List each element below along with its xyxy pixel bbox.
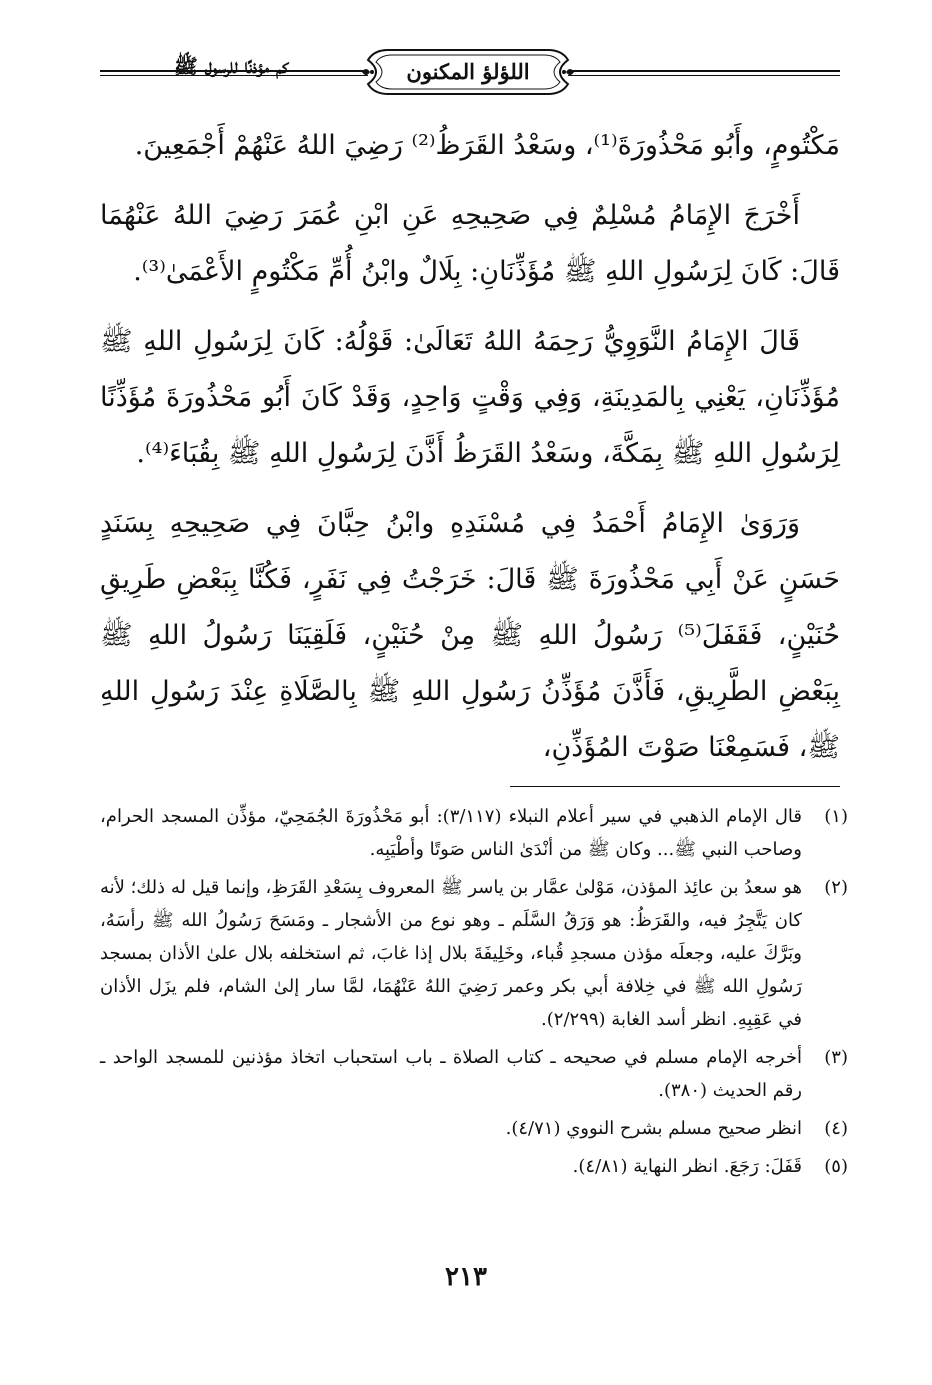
footnote <box>100 800 848 866</box>
footnote-separator <box>510 786 840 787</box>
paragraph: وَرَوَىٰ الإِمَامُ أَحْمَدُ فِي مُسْنَدِهِ وابْنُ حِبَّانَ فِي صَحِيحِهِ بِسَنَدٍ حَسَنٍ عَنْ أَبِي مَحْذُورَةَ ﷺ قَالَ: خَرَجْتُ فِي نَفَرٍ، فَكُنَّا بِبَعْضِ طَرِيقِ حُنَيْنٍ، فَقَفَلَ⁽⁵⁾ رَسُولُ اللهِ ﷺ مِنْ حُنَيْنٍ، فَلَقِيَنَا رَسُولُ اللهِ ﷺ بِبَعْضِ الطَّرِيقِ، فَأَذَّنَ مُؤَذِّنُ رَسُولِ اللهِ ﷺ بِالصَّلَاةِ عِنْدَ رَسُولِ اللهِ ﷺ، فَسَمِعْنَا صَوْتَ المُؤَذِّنِ، <box>100 508 841 763</box>
footnote-number: (٣) <box>824 1047 848 1068</box>
footnote-number: (١) <box>824 806 848 827</box>
footnote <box>100 871 848 1036</box>
main-text <box>100 118 840 776</box>
footnotes <box>100 800 848 1183</box>
footnote-text: قال الإمام الذهبي في سير أعلام النبلاء (٣/١١٧): أبو مَحْذُورَةَ الجُمَحِيّ، مؤذِّن المسجد الحرام، وصاحب النبي ﷺ... وكان ﷺ من أنْدَىٰ الناس صَوتًا وأطْيَبِه. <box>100 806 802 860</box>
paragraph: أَخْرَجَ الإِمَامُ مُسْلِمٌ فِي صَحِيحِهِ عَنِ ابْنِ عُمَرَ رَضِيَ اللهُ عَنْهُمَا قَالَ: كَانَ لِرَسُولِ اللهِ ﷺ مُؤَذِّنَانِ: بِلَالٌ وابْنُ أُمِّ مَكْتُومٍ الأَعْمَىٰ⁽³⁾. <box>100 200 840 287</box>
page-number: ٢١٣ <box>445 1262 487 1292</box>
footnote <box>100 1112 848 1145</box>
page-header <box>100 40 840 102</box>
paragraph: مَكْتُومٍ، وأَبُو مَحْذُورَةَ⁽¹⁾، وسَعْدُ القَرَظُ⁽²⁾ رَضِيَ اللهُ عَنْهُمْ أَجْمَعِينَ. <box>134 130 840 161</box>
footnote-text: هو سعدُ بن عائِذ المؤذن، مَوْلىٰ عمَّار بن ياسر ﷺ المعروف بِسَعْدِ القَرَظِ، وإنما قيل له ذلك؛ لأنه كان يَتَّجِرُ فيه، والقَرَظُ: هو وَرَقُ السَّلَم ـ وهو نوع من الأشجار ـ ومَسَحَ رَسُولُ الله ﷺ رأسَهُ، وبَرَّكَ عليه، وجعلَه مؤذن مسجدِ قُباء، وخَلِيفَةَ بلال إذا غابَ، ثم استخلفه بلال علىٰ الأذان بمسجد رَسُولِ الله ﷺ في خِلافة أبي بكر وعمر رَضِيَ اللهُ عَنْهُمَا، لمَّا سار إلىٰ الشام، فلم يزَل الأذان في عَقِبِهِ. انظر أسد الغابة (٢/٢٩٩). <box>100 877 802 1030</box>
footnote-text: قَفَلَ: رَجَعَ. انظر النهاية (٤/٨١). <box>572 1156 802 1177</box>
header-rule-right <box>568 70 840 76</box>
book-title: اللؤلؤ المكنون <box>406 59 530 84</box>
footnote-text: انظر صحيح مسلم بشرح النووي (٤/٧١). <box>505 1118 802 1139</box>
footnote-number: (٥) <box>824 1156 848 1177</box>
footnote-text: أخرجه الإمام مسلم في صحيحه ـ كتاب الصلاة ـ باب استحباب اتخاذ مؤذنين للمسجد الواحد ـ رقم الحديث (٣٨٠). <box>100 1047 802 1101</box>
book-title-cartouche <box>362 46 574 98</box>
footnote-number: (٤) <box>824 1118 848 1139</box>
paragraph: قَالَ الإِمَامُ النَّوَوِيُّ رَحِمَهُ اللهُ تَعَالَىٰ: قَوْلُهُ: كَانَ لِرَسُولِ اللهِ ﷺ مُؤَذِّنَانِ، يَعْنِي بِالمَدِينَةِ، وَفِي وَقْتٍ وَاحِدٍ، وَقَدْ كَانَ أَبُو مَحْذُورَةَ مُؤَذِّنًا لِرَسُولِ اللهِ ﷺ بِمَكَّةَ، وسَعْدُ القَرَظُ أَذَّنَ لِرَسُولِ اللهِ ﷺ بِقُبَاءَ⁽⁴⁾. <box>100 326 840 469</box>
chapter-title: كم مؤذنًا للرسول ﷺ <box>173 54 289 78</box>
footnote <box>100 1150 848 1183</box>
footnote <box>100 1041 848 1107</box>
footnote-number: (٢) <box>824 877 848 898</box>
